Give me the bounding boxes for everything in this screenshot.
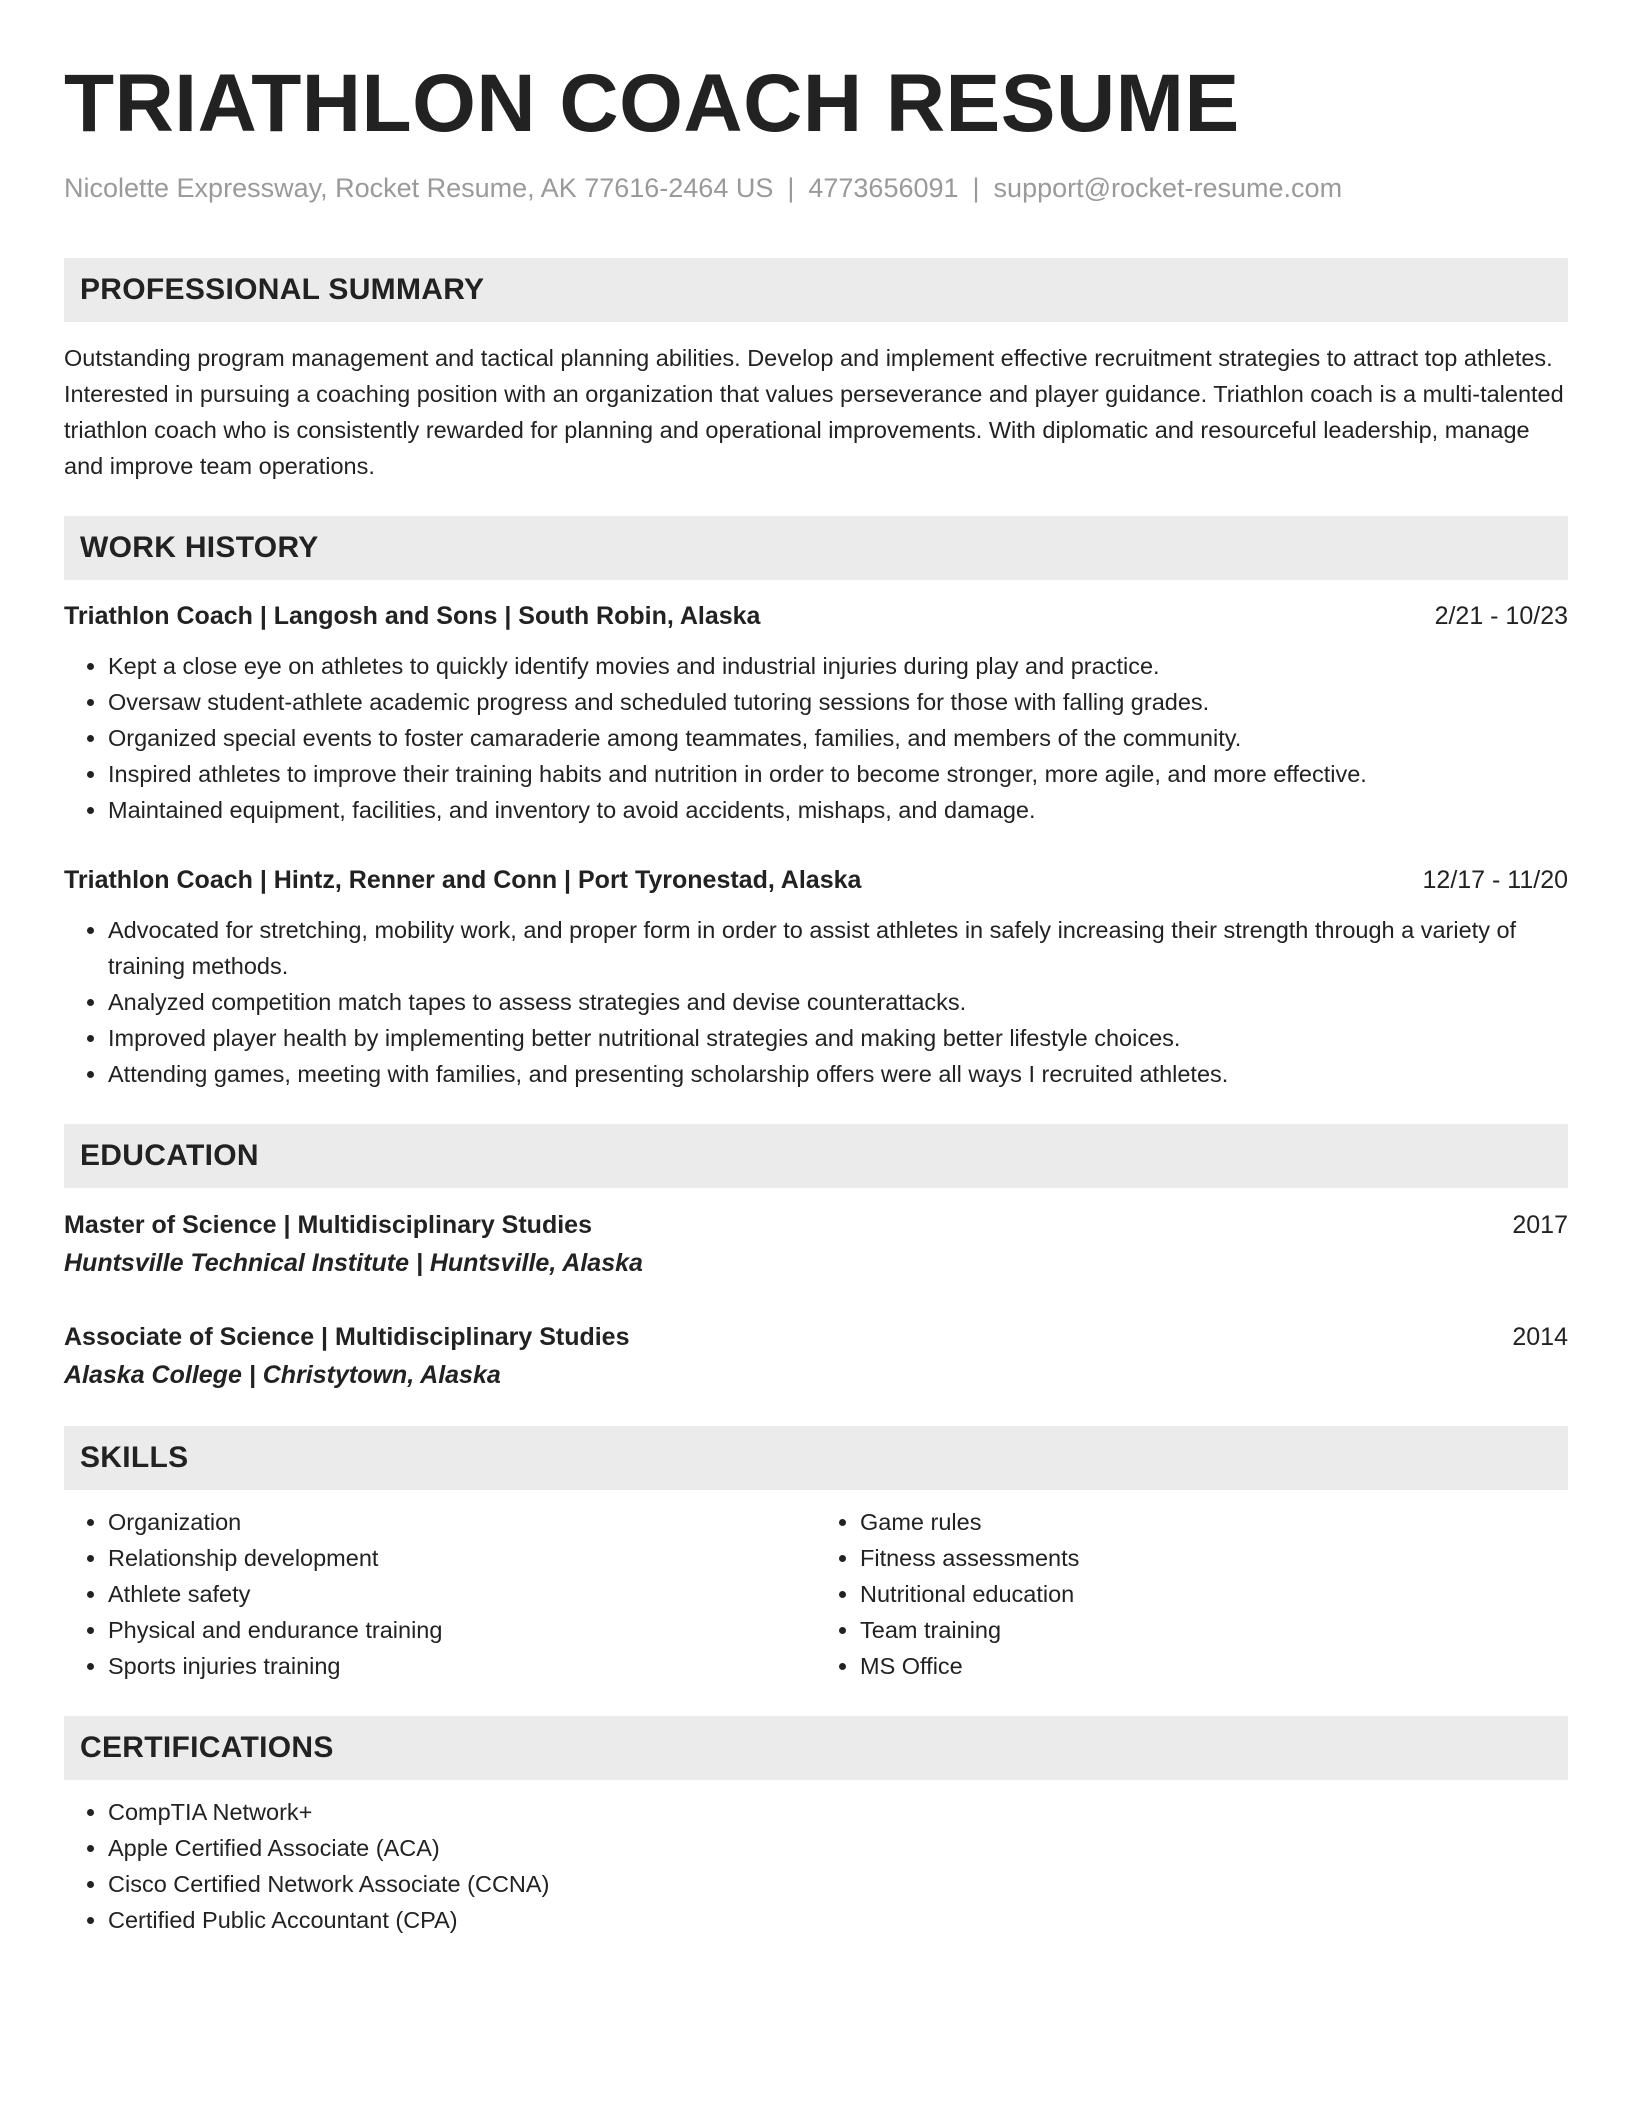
education-school: Huntsville Technical Institute | Huntsville, Alaska [64,1249,643,1277]
resume-title: TRIATHLON COACH RESUME [64,58,1240,149]
skills-columns [64,1504,1568,1684]
skill-item: • Athlete safety [108,1576,816,1612]
education-degree: Associate of Science | Multidisciplinary Studies [64,1323,630,1351]
job-bullet: • Attending games, meeting with families, and presenting scholarship offers were all ways I recruited athletes. [108,1056,1568,1092]
job-entry [64,862,1568,1092]
job-bullet: • Advocated for stretching, mobility work, and proper form in order to assist athletes in safely increasing their strength through a variety of training methods. [108,912,1568,984]
education-entry [64,1206,1568,1282]
skill-item: • Physical and endurance training [108,1612,816,1648]
job-entry [64,598,1568,828]
education-year: 2017 [1512,1211,1568,1239]
section-heading-certifications: CERTIFICATIONS [64,1716,1568,1780]
skill-item: • Organization [108,1504,816,1540]
contact-line [64,170,1568,206]
skill-item: • Nutritional education [860,1576,1568,1612]
certification-item: • Certified Public Accountant (CPA) [108,1902,1568,1938]
job-dates: 12/17 - 11/20 [1422,866,1568,894]
job-bullet: • Inspired athletes to improve their training habits and nutrition in order to become stronger, more agile, and more effective. [108,756,1568,792]
contact-separator: | [787,173,795,203]
job-header [64,862,1568,898]
job-bullets [64,648,1568,828]
skill-item: • Team training [860,1612,1568,1648]
education-degree: Master of Science | Multidisciplinary Studies [64,1211,592,1239]
skill-item: • MS Office [860,1648,1568,1684]
skill-item: • Sports injuries training [108,1648,816,1684]
job-bullets [64,912,1568,1092]
job-title: Triathlon Coach | Hintz, Renner and Conn | Port Tyronestad, Alaska [64,866,862,894]
job-title: Triathlon Coach | Langosh and Sons | South Robin, Alaska [64,602,761,630]
job-bullet: • Improved player health by implementing better nutritional strategies and making better lifestyle choices. [108,1020,1568,1056]
education-header [64,1206,1568,1244]
skill-item: • Game rules [860,1504,1568,1540]
contact-address: Nicolette Expressway, Rocket Resume, AK 77616-2464 US [64,173,774,203]
contact-separator: | [972,173,980,203]
skill-item: • Fitness assessments [860,1540,1568,1576]
contact-email: support@rocket-resume.com [993,173,1343,203]
skill-item: • Relationship development [108,1540,816,1576]
certification-item: • CompTIA Network+ [108,1794,1568,1830]
job-dates: 2/21 - 10/23 [1434,602,1568,630]
section-heading-work-history: WORK HISTORY [64,516,1568,580]
education-school: Alaska College | Christytown, Alaska [64,1361,501,1389]
section-heading-skills: SKILLS [64,1426,1568,1490]
certification-item: • Apple Certified Associate (ACA) [108,1830,1568,1866]
job-bullet: • Analyzed competition match tapes to assess strategies and devise counterattacks. [108,984,1568,1020]
contact-phone: 4773656091 [808,173,959,203]
job-bullet: • Organized special events to foster camaraderie among teammates, families, and members of the community. [108,720,1568,756]
section-heading-summary: PROFESSIONAL SUMMARY [64,258,1568,322]
job-bullet: • Kept a close eye on athletes to quickly identify movies and industrial injuries during play and practice. [108,648,1568,684]
summary-text: Outstanding program management and tactical planning abilities. Develop and implement effective recruitment strategies to attract top athletes. Interested in pursuing a coaching position with an organization that values perseverance and player guidance. Triathlon coach is a multi-talented triathlon coach who is consistently rewarded for planning and operational improvements. With diplomatic and resourceful leadership, manage and improve team operations. [64,345,1564,479]
job-header [64,598,1568,634]
education-header [64,1318,1568,1356]
section-heading-education: EDUCATION [64,1124,1568,1188]
education-year: 2014 [1512,1323,1568,1351]
job-bullet: • Oversaw student-athlete academic progress and scheduled tutoring sessions for those with falling grades. [108,684,1568,720]
job-bullet: • Maintained equipment, facilities, and inventory to avoid accidents, mishaps, and damage. [108,792,1568,828]
certifications-list [64,1794,1568,1938]
certification-item: • Cisco Certified Network Associate (CCNA) [108,1866,1568,1902]
skills-list-right [816,1504,1568,1684]
skills-list-left [64,1504,816,1684]
education-entry [64,1318,1568,1394]
